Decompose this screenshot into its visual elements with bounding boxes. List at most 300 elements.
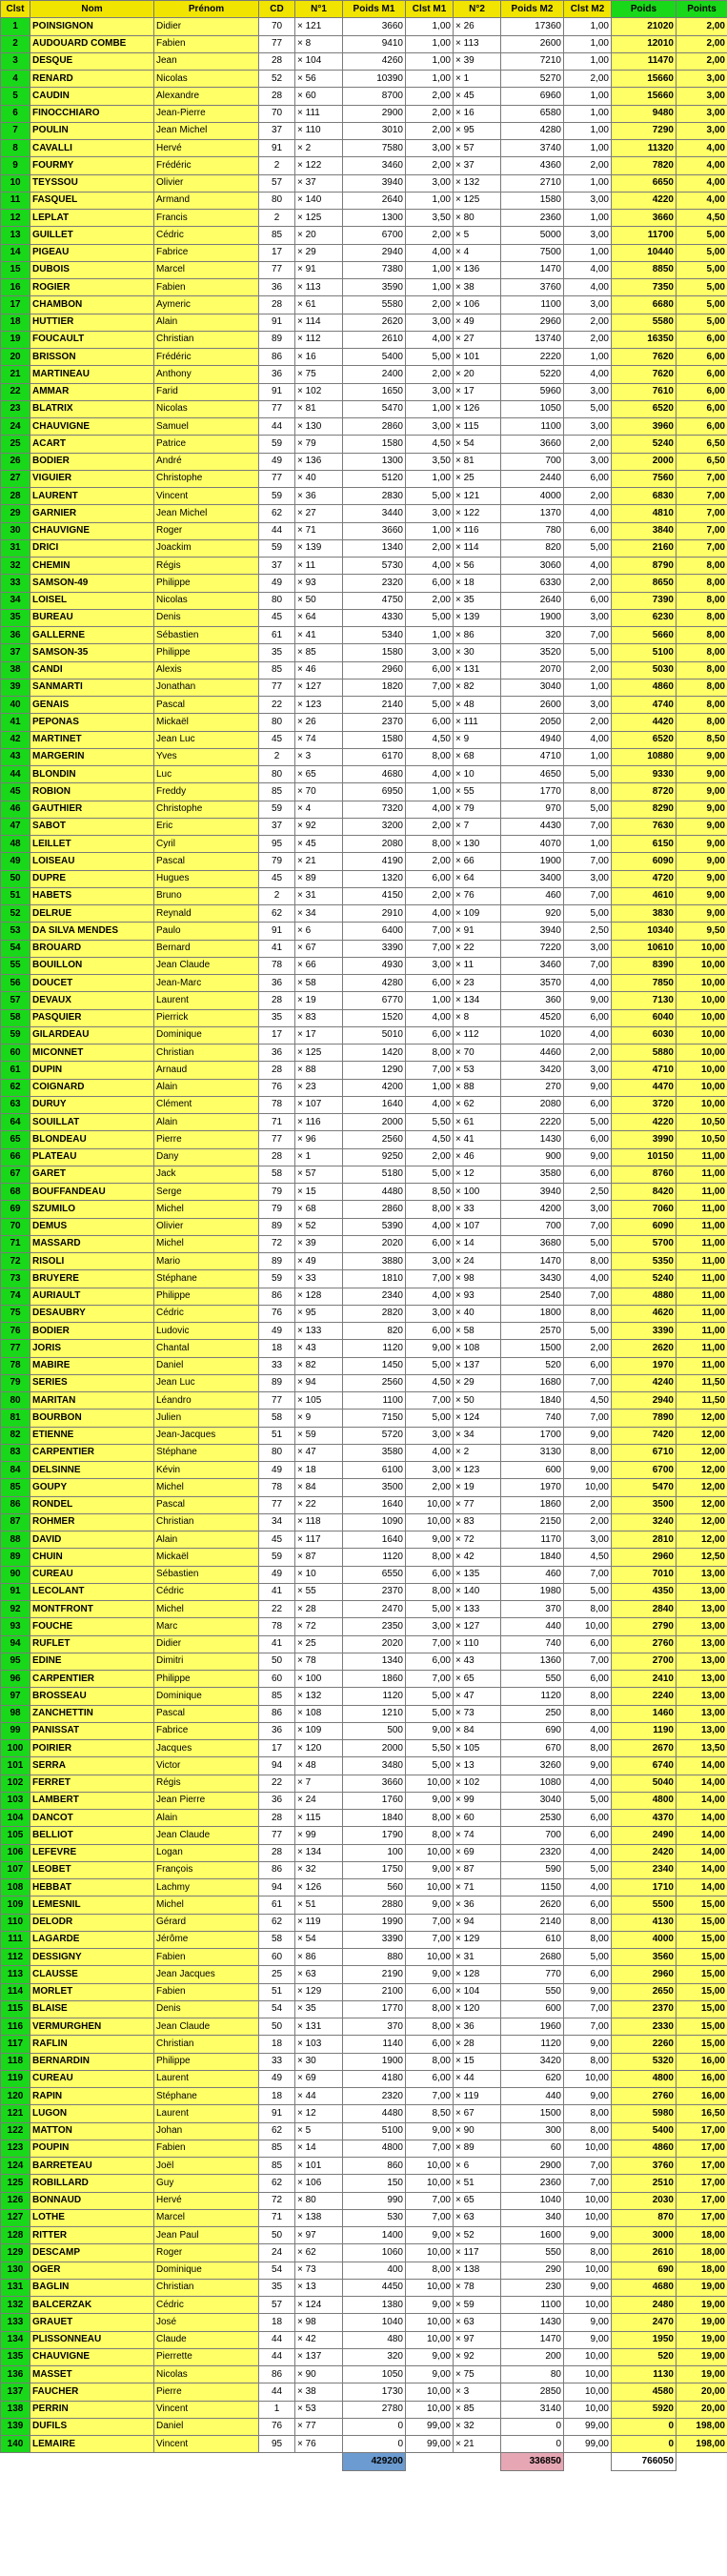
cell-clst-m2[interactable]: 7,00	[564, 1218, 612, 1235]
cell-n1[interactable]: × 86	[295, 1949, 343, 1966]
cell-clst[interactable]: 58	[1, 1009, 30, 1026]
cell-cd[interactable]: 59	[259, 801, 295, 818]
cell-poids[interactable]: 2840	[612, 1601, 677, 1618]
cell-poids-m2[interactable]: 17360	[501, 18, 564, 35]
cell-poids[interactable]: 7850	[612, 975, 677, 992]
cell-poids-m2[interactable]: 820	[501, 539, 564, 557]
cell-clst-m1[interactable]: 8,00	[406, 2053, 454, 2070]
cell-n1[interactable]: × 73	[295, 2262, 343, 2279]
cell-clst[interactable]: 72	[1, 1253, 30, 1270]
cell-clst-m2[interactable]: 10,00	[564, 2262, 612, 2279]
cell-prenom[interactable]: Cédric	[154, 1583, 259, 1600]
cell-poids-m2[interactable]: 3130	[501, 1444, 564, 1461]
cell-n1[interactable]: × 79	[295, 436, 343, 453]
cell-cd[interactable]: 86	[259, 1861, 295, 1878]
cell-clst[interactable]: 39	[1, 679, 30, 696]
cell-cd[interactable]: 36	[259, 975, 295, 992]
cell-n2[interactable]: × 90	[454, 2122, 501, 2140]
cell-poids[interactable]: 6090	[612, 853, 677, 870]
cell-poids-m1[interactable]: 3660	[343, 1775, 406, 1792]
cell-clst[interactable]: 21	[1, 366, 30, 383]
cell-cd[interactable]: 45	[259, 1531, 295, 1549]
cell-n1[interactable]: × 41	[295, 627, 343, 644]
cell-poids-m1[interactable]: 1120	[343, 1688, 406, 1705]
cell-clst[interactable]: 6	[1, 105, 30, 122]
cell-cd[interactable]: 44	[259, 2383, 295, 2401]
cell-n2[interactable]: × 85	[454, 2401, 501, 2418]
cell-clst-m2[interactable]: 2,00	[564, 1045, 612, 1062]
cell-points[interactable]: 17,00	[677, 2175, 727, 2192]
cell-points[interactable]: 14,00	[677, 1827, 727, 1844]
cell-points[interactable]: 19,00	[677, 2279, 727, 2296]
cell-poids[interactable]: 2420	[612, 1844, 677, 1861]
cell-clst-m1[interactable]: 5,00	[406, 1166, 454, 1183]
cell-nom[interactable]: LAMBERT	[30, 1792, 154, 1809]
cell-points[interactable]: 11,00	[677, 1235, 727, 1252]
cell-prenom[interactable]: Bernard	[154, 940, 259, 957]
cell-poids[interactable]: 5470	[612, 1479, 677, 1496]
cell-prenom[interactable]: Nicolas	[154, 400, 259, 417]
cell-poids[interactable]: 4710	[612, 1062, 677, 1079]
cell-n1[interactable]: × 52	[295, 1218, 343, 1235]
cell-poids-m2[interactable]: 3430	[501, 1270, 564, 1288]
cell-cd[interactable]: 78	[259, 1479, 295, 1496]
cell-clst-m2[interactable]: 6,00	[564, 1966, 612, 1983]
cell-poids[interactable]: 7630	[612, 818, 677, 835]
cell-clst-m2[interactable]: 5,00	[564, 766, 612, 783]
cell-poids-m1[interactable]: 2020	[343, 1635, 406, 1653]
cell-poids[interactable]: 4860	[612, 2140, 677, 2157]
cell-nom[interactable]: PLISSONNEAU	[30, 2331, 154, 2348]
cell-poids-m2[interactable]: 300	[501, 2122, 564, 2140]
cell-clst-m1[interactable]: 6,00	[406, 661, 454, 679]
cell-poids-m2[interactable]: 920	[501, 905, 564, 923]
cell-prenom[interactable]: Cédric	[154, 2297, 259, 2314]
cell-nom[interactable]: PANISSAT	[30, 1722, 154, 1739]
cell-nom[interactable]: BERNARDIN	[30, 2053, 154, 2070]
cell-prenom[interactable]: Stéphane	[154, 2088, 259, 2105]
cell-clst-m1[interactable]: 3,00	[406, 314, 454, 331]
cell-clst-m2[interactable]: 4,00	[564, 558, 612, 575]
cell-clst-m2[interactable]: 5,00	[564, 801, 612, 818]
cell-n1[interactable]: × 29	[295, 244, 343, 261]
cell-clst[interactable]: 119	[1, 2070, 30, 2087]
cell-poids[interactable]: 4220	[612, 192, 677, 209]
cell-clst-m2[interactable]: 8,00	[564, 1914, 612, 1931]
cell-n2[interactable]: × 91	[454, 923, 501, 940]
cell-nom[interactable]: MICONNET	[30, 1045, 154, 1062]
cell-cd[interactable]: 33	[259, 2053, 295, 2070]
cell-cd[interactable]: 18	[259, 2036, 295, 2053]
cell-points[interactable]: 10,00	[677, 1079, 727, 1096]
cell-cd[interactable]: 70	[259, 105, 295, 122]
cell-poids-m2[interactable]: 3400	[501, 870, 564, 887]
cell-clst-m1[interactable]: 2,00	[406, 105, 454, 122]
cell-poids-m2[interactable]: 2070	[501, 661, 564, 679]
cell-points[interactable]: 17,00	[677, 2209, 727, 2226]
cell-clst-m1[interactable]: 4,50	[406, 436, 454, 453]
cell-poids-m2[interactable]: 1600	[501, 2227, 564, 2244]
cell-poids-m1[interactable]: 5120	[343, 470, 406, 487]
cell-prenom[interactable]: Fabien	[154, 2140, 259, 2157]
cell-poids[interactable]: 5660	[612, 627, 677, 644]
cell-clst-m1[interactable]: 9,00	[406, 1722, 454, 1739]
cell-prenom[interactable]: Joël	[154, 2158, 259, 2175]
cell-clst-m1[interactable]: 3,00	[406, 957, 454, 974]
cell-cd[interactable]: 58	[259, 1931, 295, 1948]
cell-cd[interactable]: 44	[259, 418, 295, 436]
cell-prenom[interactable]: Aymeric	[154, 296, 259, 314]
cell-n1[interactable]: × 26	[295, 714, 343, 731]
cell-nom[interactable]: MARGERIN	[30, 748, 154, 765]
cell-poids-m2[interactable]: 4460	[501, 1045, 564, 1062]
cell-prenom[interactable]: Lachmy	[154, 1879, 259, 1897]
cell-clst-m2[interactable]: 9,00	[564, 992, 612, 1009]
cell-poids-m2[interactable]: 780	[501, 522, 564, 539]
cell-clst-m2[interactable]: 5,00	[564, 1949, 612, 1966]
cell-clst-m1[interactable]: 3,00	[406, 505, 454, 522]
cell-clst-m1[interactable]: 3,00	[406, 1253, 454, 1270]
cell-n2[interactable]: × 116	[454, 522, 501, 539]
cell-poids-m2[interactable]: 2360	[501, 2175, 564, 2192]
cell-poids-m1[interactable]: 8700	[343, 88, 406, 105]
cell-clst-m1[interactable]: 5,00	[406, 1757, 454, 1775]
cell-nom[interactable]: SABOT	[30, 818, 154, 835]
cell-clst-m1[interactable]: 5,50	[406, 1740, 454, 1757]
cell-clst-m2[interactable]: 1,00	[564, 748, 612, 765]
cell-clst-m2[interactable]: 2,00	[564, 157, 612, 174]
cell-prenom[interactable]: Christophe	[154, 801, 259, 818]
cell-clst[interactable]: 113	[1, 1966, 30, 1983]
cell-poids[interactable]: 2330	[612, 2018, 677, 2036]
cell-n1[interactable]: × 18	[295, 1462, 343, 1479]
cell-points[interactable]: 8,00	[677, 575, 727, 592]
cell-n1[interactable]: × 84	[295, 1479, 343, 1496]
cell-prenom[interactable]: Denis	[154, 609, 259, 626]
cell-clst-m1[interactable]: 7,00	[406, 1671, 454, 1688]
cell-poids-m2[interactable]: 1860	[501, 1496, 564, 1513]
cell-points[interactable]: 15,00	[677, 1983, 727, 2000]
cell-clst[interactable]: 54	[1, 940, 30, 957]
cell-poids-m2[interactable]: 1360	[501, 1653, 564, 1670]
cell-prenom[interactable]: Guy	[154, 2175, 259, 2192]
cell-n1[interactable]: × 87	[295, 1549, 343, 1566]
cell-clst-m2[interactable]: 7,00	[564, 853, 612, 870]
cell-n1[interactable]: × 140	[295, 192, 343, 209]
cell-points[interactable]: 16,00	[677, 2088, 727, 2105]
cell-n2[interactable]: × 39	[454, 52, 501, 70]
cell-poids[interactable]: 7060	[612, 1201, 677, 1218]
cell-prenom[interactable]: Victor	[154, 1757, 259, 1775]
cell-prenom[interactable]: Hugues	[154, 870, 259, 887]
cell-poids[interactable]: 10880	[612, 748, 677, 765]
cell-poids[interactable]: 520	[612, 2348, 677, 2365]
cell-nom[interactable]: ROBION	[30, 783, 154, 801]
cell-clst-m2[interactable]: 8,00	[564, 1601, 612, 1618]
header-nom[interactable]: Nom	[30, 1, 154, 18]
cell-clst-m2[interactable]: 2,00	[564, 714, 612, 731]
cell-nom[interactable]: GARET	[30, 1166, 154, 1183]
cell-prenom[interactable]: Pierre	[154, 1131, 259, 1148]
cell-poids-m2[interactable]: 550	[501, 1671, 564, 1688]
cell-clst-m1[interactable]: 2,00	[406, 853, 454, 870]
cell-poids-m2[interactable]: 1100	[501, 418, 564, 436]
cell-prenom[interactable]: Francis	[154, 210, 259, 227]
cell-clst[interactable]: 120	[1, 2088, 30, 2105]
cell-poids[interactable]: 2240	[612, 1688, 677, 1705]
cell-clst-m1[interactable]: 9,00	[406, 1897, 454, 1914]
cell-clst[interactable]: 107	[1, 1861, 30, 1878]
cell-poids-m2[interactable]: 2680	[501, 1949, 564, 1966]
cell-clst[interactable]: 13	[1, 227, 30, 244]
cell-clst-m1[interactable]: 7,00	[406, 1062, 454, 1079]
cell-n2[interactable]: × 16	[454, 105, 501, 122]
cell-n2[interactable]: × 95	[454, 122, 501, 139]
header-poids-m2[interactable]: Poids M2	[501, 1, 564, 18]
cell-n1[interactable]: × 24	[295, 1792, 343, 1809]
cell-cd[interactable]: 78	[259, 957, 295, 974]
cell-poids[interactable]: 4470	[612, 1079, 677, 1096]
cell-nom[interactable]: CUREAU	[30, 1566, 154, 1583]
cell-cd[interactable]: 72	[259, 1235, 295, 1252]
cell-n1[interactable]: × 62	[295, 2244, 343, 2262]
cell-n1[interactable]: × 93	[295, 575, 343, 592]
cell-prenom[interactable]: Jean Michel	[154, 122, 259, 139]
cell-nom[interactable]: DOUCET	[30, 975, 154, 992]
cell-prenom[interactable]: Stéphane	[154, 1270, 259, 1288]
cell-poids[interactable]: 5100	[612, 644, 677, 661]
header-poids-m1[interactable]: Poids M1	[343, 1, 406, 18]
cell-clst-m2[interactable]: 6,00	[564, 1357, 612, 1374]
cell-clst[interactable]: 83	[1, 1444, 30, 1461]
cell-prenom[interactable]: Alain	[154, 314, 259, 331]
cell-clst-m2[interactable]: 4,50	[564, 1392, 612, 1410]
cell-nom[interactable]: OGER	[30, 2262, 154, 2279]
cell-n1[interactable]: × 25	[295, 1635, 343, 1653]
cell-poids[interactable]: 4810	[612, 505, 677, 522]
cell-n1[interactable]: × 82	[295, 1357, 343, 1374]
cell-clst[interactable]: 121	[1, 2105, 30, 2122]
cell-cd[interactable]: 77	[259, 1496, 295, 1513]
cell-clst-m1[interactable]: 9,00	[406, 2348, 454, 2365]
cell-poids[interactable]: 2490	[612, 1827, 677, 1844]
cell-cd[interactable]: 61	[259, 1897, 295, 1914]
cell-cd[interactable]: 37	[259, 122, 295, 139]
cell-points[interactable]: 15,00	[677, 2036, 727, 2053]
cell-poids[interactable]: 3500	[612, 1496, 677, 1513]
cell-prenom[interactable]: Léandro	[154, 1392, 259, 1410]
cell-nom[interactable]: FASQUEL	[30, 192, 154, 209]
cell-clst-m2[interactable]: 5,00	[564, 1792, 612, 1809]
cell-clst-m1[interactable]: 7,00	[406, 1270, 454, 1288]
cell-poids[interactable]: 4680	[612, 2279, 677, 2296]
cell-n2[interactable]: × 13	[454, 1757, 501, 1775]
cell-nom[interactable]: BLONDEAU	[30, 1131, 154, 1148]
cell-n1[interactable]: × 80	[295, 2192, 343, 2209]
cell-poids-m1[interactable]: 5340	[343, 627, 406, 644]
cell-clst-m2[interactable]: 5,00	[564, 1583, 612, 1600]
cell-poids-m1[interactable]: 1900	[343, 2053, 406, 2070]
cell-prenom[interactable]: Patrice	[154, 436, 259, 453]
cell-clst-m1[interactable]: 1,00	[406, 627, 454, 644]
cell-clst[interactable]: 16	[1, 279, 30, 296]
cell-poids-m2[interactable]: 1500	[501, 2105, 564, 2122]
cell-n2[interactable]: × 62	[454, 1096, 501, 1113]
cell-points[interactable]: 4,00	[677, 192, 727, 209]
cell-cd[interactable]: 94	[259, 1757, 295, 1775]
cell-nom[interactable]: MARITAN	[30, 1392, 154, 1410]
cell-clst-m1[interactable]: 7,00	[406, 940, 454, 957]
cell-n1[interactable]: × 121	[295, 18, 343, 35]
cell-n2[interactable]: × 57	[454, 140, 501, 157]
cell-n1[interactable]: × 128	[295, 1288, 343, 1305]
cell-poids-m1[interactable]: 1140	[343, 2036, 406, 2053]
cell-clst-m1[interactable]: 10,00	[406, 2158, 454, 2175]
cell-poids-m1[interactable]: 3010	[343, 122, 406, 139]
cell-nom[interactable]: PASQUIER	[30, 1009, 154, 1026]
cell-n1[interactable]: × 99	[295, 1827, 343, 1844]
cell-clst[interactable]: 98	[1, 1705, 30, 1722]
cell-points[interactable]: 15,00	[677, 2000, 727, 2018]
cell-clst[interactable]: 93	[1, 1618, 30, 1635]
cell-clst-m1[interactable]: 5,00	[406, 488, 454, 505]
cell-points[interactable]: 10,50	[677, 1114, 727, 1131]
cell-points[interactable]: 6,50	[677, 453, 727, 470]
cell-prenom[interactable]: Armand	[154, 192, 259, 209]
cell-clst-m2[interactable]: 8,00	[564, 1444, 612, 1461]
cell-poids-m1[interactable]: 1340	[343, 539, 406, 557]
cell-poids[interactable]: 6150	[612, 836, 677, 853]
cell-poids-m1[interactable]: 2370	[343, 714, 406, 731]
cell-cd[interactable]: 95	[259, 2436, 295, 2453]
cell-clst-m1[interactable]: 5,50	[406, 1114, 454, 1131]
cell-prenom[interactable]: Pascal	[154, 697, 259, 714]
cell-n2[interactable]: × 21	[454, 2436, 501, 2453]
cell-poids[interactable]: 9330	[612, 766, 677, 783]
cell-clst[interactable]: 110	[1, 1914, 30, 1931]
cell-clst[interactable]: 23	[1, 400, 30, 417]
cell-n2[interactable]: × 23	[454, 975, 501, 992]
cell-cd[interactable]: 85	[259, 661, 295, 679]
cell-clst-m1[interactable]: 5,00	[406, 349, 454, 366]
cell-points[interactable]: 3,00	[677, 105, 727, 122]
cell-points[interactable]: 3,00	[677, 71, 727, 88]
cell-clst-m1[interactable]: 7,00	[406, 1635, 454, 1653]
cell-nom[interactable]: BRISSON	[30, 349, 154, 366]
cell-cd[interactable]: 86	[259, 1288, 295, 1305]
cell-n2[interactable]: × 36	[454, 1897, 501, 1914]
cell-prenom[interactable]: Dominique	[154, 1688, 259, 1705]
cell-clst-m1[interactable]: 7,00	[406, 923, 454, 940]
cell-clst-m2[interactable]: 2,00	[564, 575, 612, 592]
cell-prenom[interactable]: Alain	[154, 1531, 259, 1549]
cell-n2[interactable]: × 82	[454, 679, 501, 696]
cell-points[interactable]: 15,00	[677, 1914, 727, 1931]
cell-clst[interactable]: 115	[1, 2000, 30, 2018]
cell-clst-m2[interactable]: 1,00	[564, 349, 612, 366]
cell-poids-m2[interactable]: 3570	[501, 975, 564, 992]
cell-prenom[interactable]: Michel	[154, 1201, 259, 1218]
cell-poids-m2[interactable]: 3680	[501, 1235, 564, 1252]
cell-poids-m2[interactable]: 13740	[501, 331, 564, 348]
cell-clst-m2[interactable]: 5,00	[564, 1235, 612, 1252]
cell-clst[interactable]: 60	[1, 1045, 30, 1062]
cell-poids-m2[interactable]: 4000	[501, 488, 564, 505]
cell-nom[interactable]: PERRIN	[30, 2401, 154, 2418]
cell-n1[interactable]: × 85	[295, 644, 343, 661]
cell-cd[interactable]: 85	[259, 1688, 295, 1705]
cell-poids-m2[interactable]: 4520	[501, 1009, 564, 1026]
cell-n1[interactable]: × 46	[295, 661, 343, 679]
cell-n2[interactable]: × 122	[454, 505, 501, 522]
cell-nom[interactable]: POINSIGNON	[30, 18, 154, 35]
cell-clst-m1[interactable]: 9,00	[406, 1861, 454, 1878]
cell-poids[interactable]: 3990	[612, 1131, 677, 1148]
cell-nom[interactable]: BROUARD	[30, 940, 154, 957]
cell-clst[interactable]: 38	[1, 661, 30, 679]
cell-poids-m2[interactable]: 1900	[501, 853, 564, 870]
cell-prenom[interactable]: Jean Claude	[154, 1827, 259, 1844]
cell-poids-m2[interactable]: 6960	[501, 88, 564, 105]
cell-poids-m2[interactable]: 1170	[501, 1531, 564, 1549]
cell-poids-m2[interactable]: 1020	[501, 1026, 564, 1044]
cell-clst-m2[interactable]: 10,00	[564, 2383, 612, 2401]
cell-clst[interactable]: 69	[1, 1201, 30, 1218]
cell-n1[interactable]: × 106	[295, 2175, 343, 2192]
cell-poids-m2[interactable]: 340	[501, 2209, 564, 2226]
cell-n1[interactable]: × 95	[295, 1305, 343, 1322]
cell-n1[interactable]: × 7	[295, 1775, 343, 1792]
cell-clst[interactable]: 95	[1, 1653, 30, 1670]
cell-clst[interactable]: 55	[1, 957, 30, 974]
cell-prenom[interactable]: Christian	[154, 1045, 259, 1062]
cell-n1[interactable]: × 111	[295, 105, 343, 122]
cell-poids-m2[interactable]: 3060	[501, 558, 564, 575]
cell-poids-m1[interactable]: 1810	[343, 1270, 406, 1288]
cell-poids-m1[interactable]: 5720	[343, 1427, 406, 1444]
cell-prenom[interactable]: Philippe	[154, 644, 259, 661]
cell-points[interactable]: 8,00	[677, 697, 727, 714]
cell-cd[interactable]: 85	[259, 2158, 295, 2175]
cell-prenom[interactable]: Luc	[154, 766, 259, 783]
cell-n1[interactable]: × 43	[295, 1340, 343, 1357]
cell-prenom[interactable]: Mickaël	[154, 1549, 259, 1566]
cell-points[interactable]: 8,00	[677, 592, 727, 609]
cell-poids-m1[interactable]: 2860	[343, 418, 406, 436]
cell-clst-m1[interactable]: 2,00	[406, 157, 454, 174]
cell-cd[interactable]: 54	[259, 2262, 295, 2279]
cell-poids[interactable]: 4240	[612, 1374, 677, 1391]
cell-cd[interactable]: 45	[259, 609, 295, 626]
cell-points[interactable]: 11,00	[677, 1305, 727, 1322]
cell-nom[interactable]: MATTON	[30, 2122, 154, 2140]
cell-nom[interactable]: MASSARD	[30, 1235, 154, 1252]
cell-poids-m1[interactable]: 2000	[343, 1114, 406, 1131]
cell-clst[interactable]: 9	[1, 157, 30, 174]
cell-nom[interactable]: VIGUIER	[30, 470, 154, 487]
cell-clst-m2[interactable]: 4,00	[564, 366, 612, 383]
cell-prenom[interactable]: Dominique	[154, 1026, 259, 1044]
cell-clst[interactable]: 40	[1, 697, 30, 714]
cell-points[interactable]: 10,00	[677, 1009, 727, 1026]
cell-poids-m1[interactable]: 2900	[343, 105, 406, 122]
cell-clst-m2[interactable]: 8,00	[564, 2122, 612, 2140]
cell-points[interactable]: 6,50	[677, 436, 727, 453]
cell-clst-m2[interactable]: 9,00	[564, 1983, 612, 2000]
cell-clst-m1[interactable]: 10,00	[406, 2175, 454, 2192]
cell-points[interactable]: 16,50	[677, 2105, 727, 2122]
cell-nom[interactable]: CHAUVIGNE	[30, 2348, 154, 2365]
